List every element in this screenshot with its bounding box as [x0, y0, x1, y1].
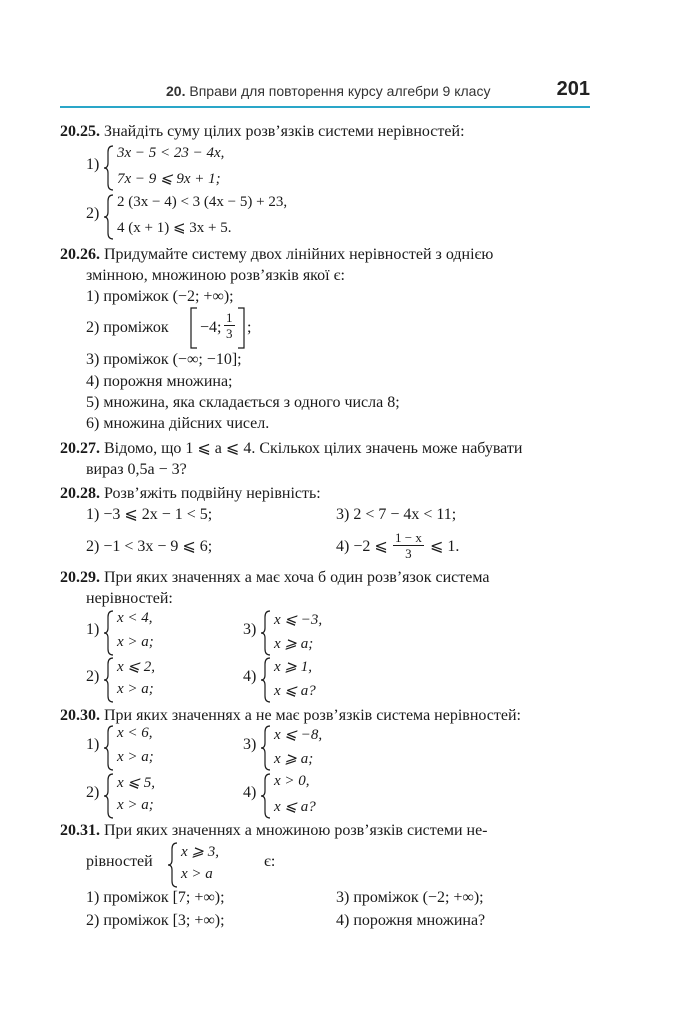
exercise-text-continued: нерівностей:	[86, 590, 173, 607]
exercise-text: Розв’яжіть подвійну нерівність:	[104, 485, 321, 502]
answer-option: 1) проміжок [7; +∞);	[86, 889, 225, 906]
punctuation: ;	[247, 319, 252, 336]
item-label: 2)	[86, 205, 100, 222]
left-square-bracket-icon	[189, 307, 199, 349]
exercise-text-continued: вираз 0,5a − 3?	[86, 461, 187, 478]
system-row: x ⩽ a?	[274, 799, 316, 815]
system-row: 7x − 9 ⩽ 9x + 1;	[117, 171, 221, 187]
header-rule	[60, 106, 590, 108]
brace-icon	[260, 609, 272, 657]
item-label: 1)	[86, 736, 100, 753]
system-row: x ⩽ −8,	[274, 727, 323, 743]
item-label: 2)	[86, 784, 100, 801]
item-label: 1)	[86, 156, 100, 173]
exercise-20-31-statement	[60, 821, 488, 841]
brace-icon	[103, 193, 115, 241]
answer-option: 4) порожня множина;	[86, 373, 233, 390]
exercise-number: 20.31.	[60, 822, 100, 839]
brace-icon	[260, 772, 272, 820]
exercise-text-continued: рівностей	[86, 853, 153, 870]
answer-option-label: 4) −2 ⩽	[336, 538, 388, 555]
system-row: x < 6,	[117, 725, 153, 741]
exercise-number: 20.25.	[60, 123, 100, 140]
chapter-title: Вправи для повторення курсу алгебри 9 класу	[189, 83, 491, 99]
fraction-denominator: 3	[226, 326, 233, 341]
fraction-denominator: 3	[405, 546, 412, 561]
system-row: x > a;	[117, 797, 154, 813]
answer-option: 1) −3 ⩽ 2x − 1 < 5;	[86, 506, 213, 523]
system-row: x ⩾ 3,	[181, 844, 219, 860]
answer-option-label: 2) проміжок	[86, 319, 169, 336]
system-row: x ⩽ −3,	[274, 612, 323, 628]
exercise-number: 20.26.	[60, 246, 100, 263]
chapter-number: 20.	[166, 83, 186, 99]
answer-option: 6) множина дійсних чисел.	[86, 415, 270, 432]
system-row: x > a	[181, 866, 213, 882]
interval-left-endpoint: −4;	[200, 319, 222, 336]
inequality-tail: ⩽ 1.	[430, 538, 460, 555]
exercise-20-30-statement	[60, 706, 521, 726]
system-row: x ⩽ a?	[274, 683, 316, 699]
answer-option: 1) проміжок (−2; +∞);	[86, 288, 234, 305]
system-row: x ⩾ 1,	[274, 659, 312, 675]
system-row: x > a;	[117, 681, 154, 697]
answer-option: 4) порожня множина?	[336, 912, 486, 929]
exercise-number: 20.28.	[60, 485, 100, 502]
exercise-text-tail: є:	[264, 853, 276, 870]
item-label: 4)	[243, 784, 257, 801]
fraction-one-minus-x-over-three	[393, 530, 424, 561]
page-number: 201	[556, 78, 590, 100]
exercise-number: 20.29.	[60, 569, 100, 586]
system-row: x > a;	[117, 749, 154, 765]
system-row: x > 0,	[274, 773, 310, 789]
exercise-20-29-statement	[60, 568, 489, 588]
system-row: x > a;	[117, 634, 154, 650]
chapter-heading	[166, 83, 490, 99]
answer-option: 3) проміжок (−∞; −10];	[86, 351, 242, 368]
exercise-number: 20.30.	[60, 707, 100, 724]
answer-option: 2) проміжок [3; +∞);	[86, 912, 225, 929]
exercise-20-28-statement	[60, 484, 321, 504]
exercise-text: Відомо, що 1 ⩽ a ⩽ 4. Скількох цілих значень може набувати	[104, 440, 523, 457]
brace-icon	[103, 724, 115, 772]
brace-icon	[167, 841, 179, 889]
exercise-20-27-statement	[60, 439, 522, 459]
brace-icon	[103, 772, 115, 820]
exercise-20-25-statement	[60, 122, 465, 142]
page-header	[60, 80, 590, 110]
answer-option: 5) множина, яка складається з одного числа 8;	[86, 394, 400, 411]
system-row: x ⩽ 2,	[117, 659, 155, 675]
system-row: 3x − 5 < 23 − 4x,	[117, 145, 225, 161]
brace-icon	[103, 656, 115, 704]
answer-option: 2) −1 < 3x − 9 ⩽ 6;	[86, 538, 213, 555]
answer-option: 3) 2 < 7 − 4x < 11;	[336, 506, 457, 523]
system-row: x ⩽ 5,	[117, 775, 155, 791]
item-label: 3)	[243, 736, 257, 753]
item-label: 4)	[243, 668, 257, 685]
exercise-number: 20.27.	[60, 440, 100, 457]
exercise-20-26-statement	[60, 245, 493, 265]
exercise-text: Знайдіть суму цілих розв’язків системи нерівностей:	[104, 123, 465, 140]
brace-icon	[103, 144, 115, 192]
item-label: 3)	[243, 621, 257, 638]
brace-icon	[260, 724, 272, 772]
system-row: 2 (3x − 4) < 3 (4x − 5) + 23,	[117, 194, 288, 210]
brace-icon	[103, 609, 115, 657]
fraction-numerator: 1	[226, 310, 233, 325]
item-label: 1)	[86, 621, 100, 638]
right-square-bracket-icon	[236, 307, 246, 349]
exercise-text: При яких значеннях a не має розв’язків система нерівностей:	[104, 707, 521, 724]
fraction-numerator: 1 − x	[395, 530, 422, 545]
item-label: 2)	[86, 668, 100, 685]
exercise-text-continued: змінною, множиною розв’язків якої є:	[86, 267, 345, 284]
system-row: 4 (x + 1) ⩽ 3x + 5.	[117, 220, 232, 236]
fraction-one-third	[224, 310, 235, 341]
exercise-text: При яких значеннях a має хоча б один розв’язок система	[104, 569, 490, 586]
answer-option: 3) проміжок (−2; +∞);	[336, 889, 484, 906]
system-row: x ⩾ a;	[274, 636, 314, 652]
brace-icon	[260, 656, 272, 704]
exercise-text: При яких значеннях a множиною розв’язків системи не-	[104, 822, 488, 839]
exercise-text: Придумайте систему двох лінійних нерівностей з однією	[104, 246, 494, 263]
system-row: x ⩾ a;	[274, 751, 314, 767]
system-row: x < 4,	[117, 610, 153, 626]
